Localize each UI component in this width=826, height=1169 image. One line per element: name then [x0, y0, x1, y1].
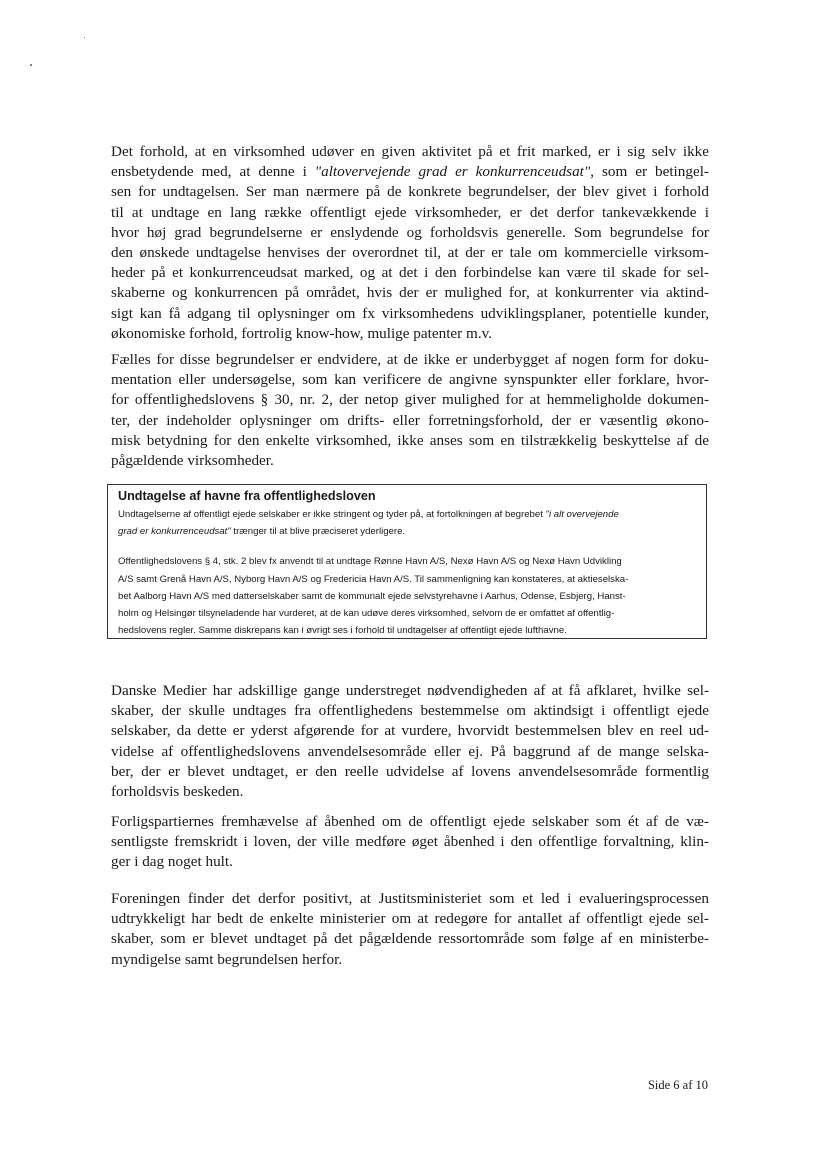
info-box-title: Undtagelse af havne fra offentlighedsloven: [118, 489, 376, 503]
text-line: Foreningen finder det derfor positivt, at Justitsministeriet som et led i evalueringsprocessen: [111, 890, 709, 907]
text-line: mentation eller undersøgelse, som kan verificere de angivne synspunkter eller forklare, hvor-: [111, 371, 709, 389]
paragraph-undtagelse-begrundelser: [111, 142, 709, 344]
text-line: udtrykkeligt har bedt de enkelte ministerier om at redegøre for antallet af offentligt ejede sel-: [111, 910, 709, 928]
paragraph-danske-medier: [111, 681, 709, 802]
text-line: A/S samt Grenå Havn A/S, Nyborg Havn A/S og Fredericia Havn A/S. Til sammenligning kan konstateres, at aktieselska-: [118, 573, 629, 585]
text-line: heder på et konkurrenceudsat marked, og at det i den forbindelse kan være til skade for sel-: [111, 264, 709, 282]
text-span: trænger til at blive præciseret yderligere.: [230, 526, 406, 538]
paragraph-foreningen: [111, 889, 709, 970]
text-line: Danske Medier har adskillige gange understreget nødvendigheden af at få afklaret, hvilke sel-: [111, 682, 709, 699]
info-box-text: [118, 553, 700, 639]
text-line: misk betydning for den enkelte virksomhed, ikke anses som en tilstrækkelig beskyttelse af de: [111, 431, 709, 449]
scan-speck: [30, 64, 32, 66]
text-line: hvor høj grad begrundelserne er enslydende og forholdsvis generelle. Som begrundelse for: [111, 223, 709, 241]
text-line: økonomiske forhold, fortrolig know-how, mulige patenter m.v.: [111, 324, 493, 342]
text-line: Forligspartiernes fremhævelse af åbenhed om de offentligt ejede selskaber som ét af de væ-: [111, 813, 709, 830]
text-line: til at undtage en lang række offentligt ejede virksomheder, er det derfor tankevækkende i: [111, 203, 709, 221]
text-line: ter, der indeholder oplysninger om drifts- eller forretningsforhold, der er væsentlig økono-: [111, 411, 709, 429]
text-line: [118, 523, 700, 540]
text-line: skaberne og konkurrencen på området, hvis der er mulighed for, at konkurrenter via aktind-: [111, 284, 709, 302]
italic-quote: "altovervejende grad er konkurrenceudsat": [314, 163, 591, 181]
page-number: Side 6 af 10: [647, 1078, 708, 1092]
text-line: forholdsvis beskeden.: [111, 783, 244, 801]
text-line: ber, der er blevet undtaget, er den reelle udvidelse af lovens anvendelsesområde formentlig: [111, 762, 709, 780]
text-line: for offentlighedslovens § 30, nr. 2, der netop giver mulighed for at hemmeligholde dokumen-: [111, 391, 709, 409]
text-span: Undtagelserne af offentligt ejede selskaber er ikke stringent og tyder på, at fortolkningen af begrebet: [118, 509, 546, 520]
text-line: hedslovens regler. Samme diskrepans kan i øvrigt ses i forhold til undtagelser af offentligt ejede lufthavne.: [118, 625, 567, 637]
info-box-havne: [107, 484, 707, 639]
paragraph-forligspartierne: [111, 812, 709, 873]
text-line: Fælles for disse begrundelser er endvidere, at de ikke er underbygget af nogen form for doku-: [111, 351, 709, 368]
text-span: ensbetydende med, at denne i: [111, 163, 315, 181]
text-line: videlse af offentlighedslovens anvendelsesområde eller ej. På baggrund af de mange selska-: [111, 742, 709, 760]
text-line: myndigelse samt begrundelsen herfor.: [111, 950, 343, 968]
text-line: holm og Helsingør tilsyneladende har vurderet, at de kan udøve deres virksomhed, selvom de er omfattet af offentlig-: [118, 608, 615, 620]
text-line: Offentlighedslovens § 4, stk. 2 blev fx anvendt til at undtage Rønne Havn A/S, Nexø Havn A/S og Nexø Havn Udvikling: [118, 556, 622, 568]
text-line: sen for undtagelsen. Ser man nærmere på de konkrete begrundelser, der blev givet i forhold: [111, 183, 709, 201]
text-line: skaber, der skulle undtages fra offentlighedens bestemmelse om aktindsigt i offentligt ejede: [111, 702, 709, 720]
text-span: , som er betingel-: [590, 163, 709, 181]
text-line: ger i dag noget hult.: [111, 853, 233, 871]
text-line: Det forhold, at en virksomhed udøver en given aktivitet på et frit marked, er i sig selv ikke: [111, 143, 709, 160]
scan-speck: [84, 37, 85, 38]
text-line: skaber, som er blevet undtaget på det pågældende ressortområde som følge af en ministerbe-: [111, 930, 709, 948]
paragraph-faelles-begrundelser: [111, 350, 709, 471]
italic-quote: grad er konkurrenceudsat": [118, 526, 231, 538]
text-line: pågældende virksomheder.: [111, 452, 274, 470]
info-box-text: [118, 506, 700, 540]
text-line: selskaber, da dette er yderst afgørende for at vurdere, hvorvidt bestemmelsen blev en reel ud-: [111, 722, 709, 740]
italic-quote: "i alt overvejende: [545, 509, 619, 520]
text-line: sentligste fremskridt i loven, der ville medføre øget åbenhed i den offentlige forvaltning, klin-: [111, 833, 709, 851]
text-line: den ønskede undtagelse henvises der overordnet til, at der er tale om kommercielle virksom-: [111, 244, 709, 262]
text-line: [111, 162, 709, 182]
text-line: sigt kan få adgang til oplysninger om fx virksomhedens udviklingsplaner, potentielle kunder,: [111, 304, 709, 322]
text-line: bet Aalborg Havn A/S med datterselskaber samt de kommunalt ejede selvstyrehavne i Aarhus, Odense, Esbjerg, Hanst-: [118, 590, 626, 602]
text-line: [118, 506, 700, 523]
